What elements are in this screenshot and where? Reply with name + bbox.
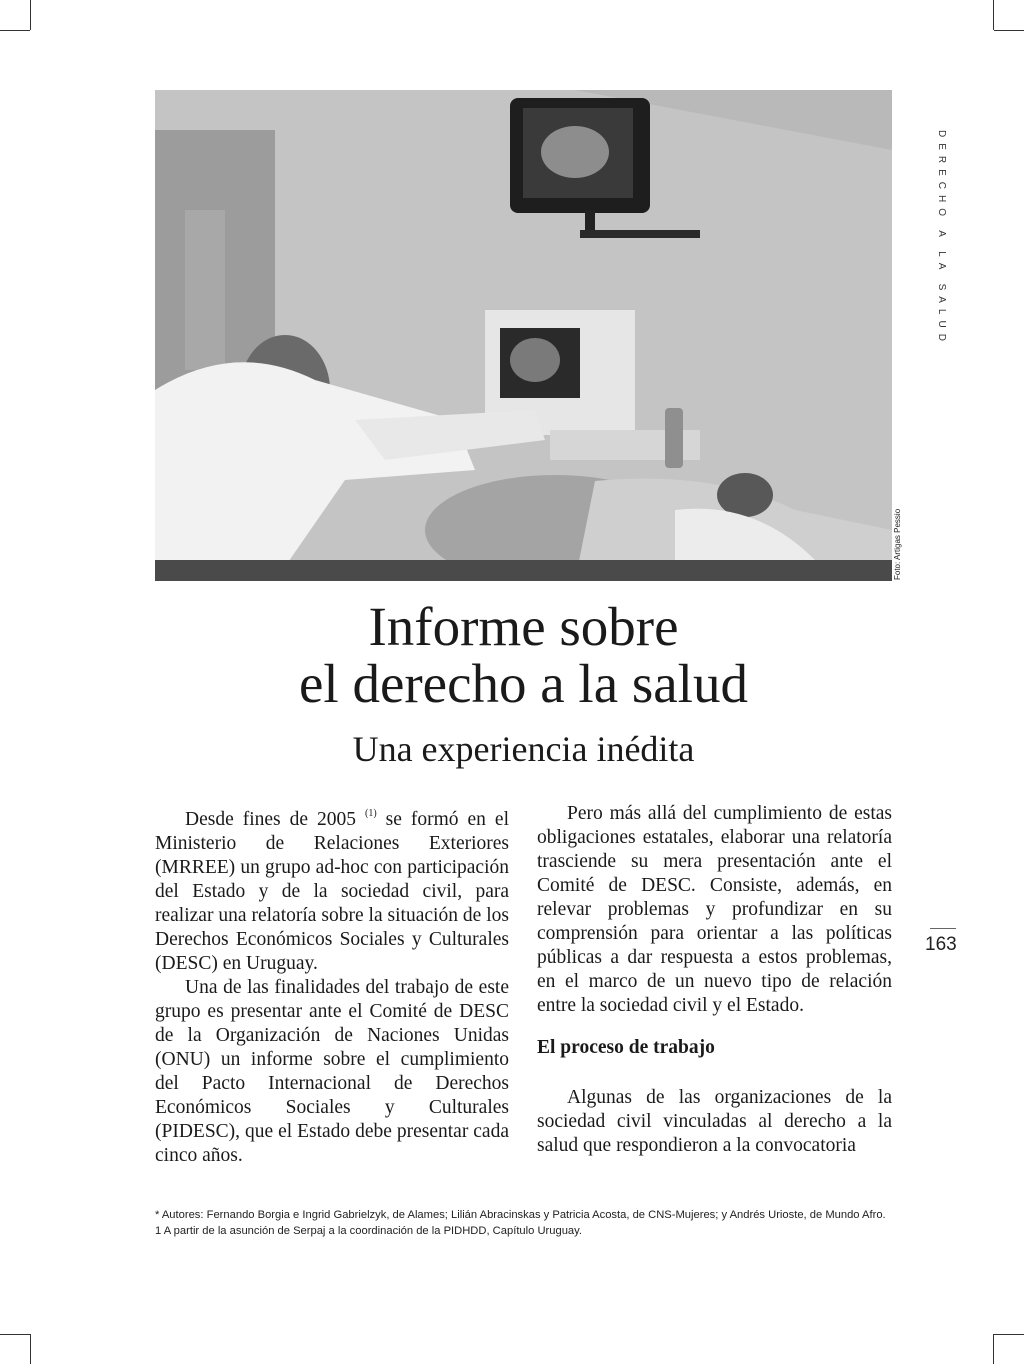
- paragraph: Pero más allá del cumplimiento de estas obligaciones estatales, elaborar una relatoría trasciende su mera presentación ante el Comité de DESC. Consiste, además, en relevar problemas y profundizar en su comprensión para orientar a las políticas públicas a dar respuesta a estos problemas, en el marco de un nuevo tipo de relación entre la sociedad civil y el Estado.: [537, 803, 892, 1016]
- left-column: [155, 802, 509, 1168]
- footnotes: [155, 1207, 895, 1239]
- paragraph: Una de las finalidades del trabajo de este grupo es presentar ante el Comité de DESC de la Organización de Naciones Unidas (ONU) un informe sobre el cumplimiento del Pacto Internacional de Derechos Económicos Sociales y Culturales (PIDESC), que el Estado debe presentar cada cinco años.: [155, 977, 509, 1166]
- paragraph-text: se formó en el Ministerio de Relaciones Exteriores (MRREE) un grupo ad-hoc con participación del Estado y de la sociedad civil, para realizar una relatoría sobre la situación de los Derechos Económicos Sociales y Culturales (DESC) en Uruguay.: [155, 809, 509, 974]
- page-number: 163: [925, 934, 957, 955]
- crop-mark: [994, 30, 1024, 31]
- section-tag: DERECHO A LA SALUD: [936, 130, 947, 347]
- title-line-1: Informe sobre: [368, 596, 679, 657]
- page-subtitle: Una experiencia inédita: [352, 729, 695, 769]
- photo-credit: Foto: Artigas Pessio: [893, 508, 902, 580]
- crop-mark: [994, 1334, 1024, 1335]
- crop-mark: [0, 1334, 30, 1335]
- title-line-2: el derecho a la salud: [299, 653, 748, 714]
- right-column: [537, 802, 892, 1158]
- paragraph: Algunas de las organizaciones de la sociedad civil vinculadas al derecho a la salud que respondieron a la convocatoria: [537, 1087, 892, 1156]
- ultrasound-photo: [155, 90, 892, 581]
- photo-illustration: [155, 90, 892, 581]
- page-title: [155, 598, 892, 712]
- page-number-rule: [930, 928, 956, 929]
- footnote-authors: * Autores: Fernando Borgia e Ingrid Gabrielzyk, de Alames; Lilián Abracinskas y Patricia Acosta, de CNS-Mujeres; y Andrés Urioste, de Mundo Afro.: [155, 1209, 886, 1221]
- footnote-reference: (1): [365, 808, 377, 819]
- crop-mark: [993, 1334, 994, 1364]
- paragraph-text: Desde fines de 2005: [185, 809, 356, 830]
- paragraph: [155, 802, 509, 976]
- crop-mark: [0, 30, 30, 31]
- footnote-1: 1 A partir de la asunción de Serpaj a la coordinación de la PIDHDD, Capítulo Uruguay.: [155, 1225, 583, 1237]
- section-heading: El proceso de trabajo: [537, 1037, 715, 1058]
- crop-mark: [30, 1334, 31, 1364]
- crop-mark: [993, 0, 994, 30]
- crop-mark: [30, 0, 31, 30]
